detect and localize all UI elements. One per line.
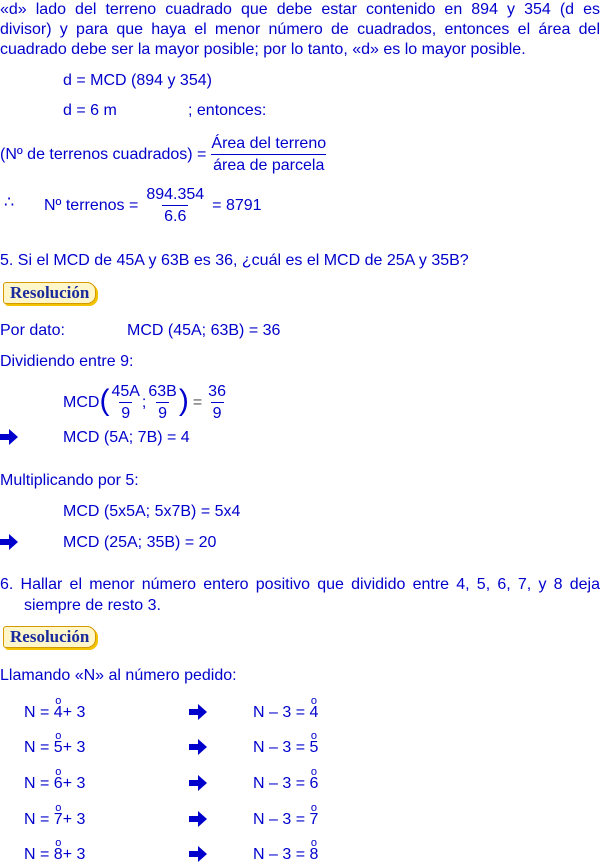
area-numerator: Área del terreno bbox=[211, 135, 327, 152]
open-paren-icon: ( bbox=[99, 383, 110, 417]
fraction-36 bbox=[206, 382, 228, 423]
count-formula bbox=[0, 134, 328, 175]
fraction-63b-num: 63B bbox=[148, 383, 177, 400]
row-right-5 bbox=[253, 837, 319, 865]
row-left-divisor-value: 4 bbox=[53, 704, 63, 721]
row-right-2 bbox=[253, 730, 319, 758]
right-arrow-icon bbox=[189, 739, 207, 755]
dot-mark: o bbox=[310, 695, 317, 707]
row-left-divisor bbox=[53, 766, 63, 794]
right-arrow-icon bbox=[189, 811, 207, 827]
result-1: MCD (5A; 7B) = 4 bbox=[63, 429, 190, 446]
terrenos-formula bbox=[44, 185, 262, 226]
row-left-divisor-value: 8 bbox=[53, 846, 63, 863]
right-arrow-icon bbox=[189, 775, 207, 791]
dot-mark: o bbox=[55, 802, 62, 814]
row-right-pre: N – 3 = bbox=[253, 846, 306, 863]
row-left-5 bbox=[24, 837, 86, 865]
terrenos-denominator: 6.6 bbox=[162, 205, 188, 226]
d-value: d = 6 m bbox=[63, 102, 117, 119]
intro-line-3: cuadrado debe ser la mayor posible; por lo tanto, «d» es lo mayor posible. bbox=[0, 41, 526, 58]
right-arrow-icon bbox=[0, 534, 18, 550]
row-left-divisor-value: 6 bbox=[53, 775, 63, 792]
row-right-divisor-value: 7 bbox=[309, 811, 319, 828]
terrenos-label: Nº terrenos = bbox=[44, 196, 139, 214]
row-right-divisor bbox=[309, 802, 319, 830]
row-left-pre: N = bbox=[24, 739, 50, 756]
fraction-63b-den: 9 bbox=[156, 402, 169, 423]
dot-mark: o bbox=[310, 766, 317, 778]
row-left-pre: N = bbox=[24, 704, 50, 721]
area-fraction bbox=[209, 134, 328, 175]
row-right-1 bbox=[253, 695, 319, 723]
row-left-4 bbox=[24, 802, 86, 830]
row-left-divisor bbox=[53, 837, 63, 865]
dot-mark: o bbox=[310, 802, 317, 814]
fraction-45a-num: 45A bbox=[111, 383, 140, 400]
terrenos-numerator: 894.354 bbox=[146, 186, 205, 203]
problem-5-statement: 5. Si el MCD de 45A y 63B es 36, ¿cuál es el MCD de 25A y 35B? bbox=[0, 252, 469, 269]
separator: ; bbox=[141, 393, 147, 411]
dot-mark: o bbox=[55, 837, 62, 849]
row-left-post: + 3 bbox=[62, 846, 86, 863]
dot-mark: o bbox=[55, 695, 62, 707]
right-arrow-icon bbox=[189, 846, 207, 862]
then-text: ; entonces: bbox=[188, 102, 267, 119]
row-right-divisor-value: 8 bbox=[309, 846, 319, 863]
row-left-1 bbox=[24, 695, 86, 723]
row-left-pre: N = bbox=[24, 846, 50, 863]
row-left-divisor-value: 7 bbox=[53, 811, 63, 828]
fraction-36-num: 36 bbox=[208, 383, 226, 400]
problem-6-statement-1: 6. Hallar el menor número entero positivo que dividido entre 4, 5, 6, 7, y 8 deja bbox=[0, 576, 600, 593]
mcd-label: MCD bbox=[63, 393, 100, 411]
row-right-3 bbox=[253, 766, 319, 794]
row-right-divisor bbox=[309, 766, 319, 794]
row-right-pre: N – 3 = bbox=[253, 811, 306, 828]
area-denominator: área de parcela bbox=[211, 154, 326, 175]
row-right-divisor bbox=[309, 837, 319, 865]
fraction-45a bbox=[109, 382, 141, 423]
row-right-pre: N – 3 = bbox=[253, 704, 306, 721]
fraction-36-den: 9 bbox=[211, 402, 224, 423]
terrenos-fraction bbox=[144, 185, 206, 226]
row-right-divisor-value: 4 bbox=[309, 704, 319, 721]
row-right-divisor bbox=[309, 730, 319, 758]
fraction-45a-den: 9 bbox=[119, 402, 132, 423]
dot-mark: o bbox=[55, 730, 62, 742]
count-lhs: (Nº de terrenos cuadrados) = bbox=[0, 145, 207, 163]
dato-equation: MCD (45A; 63B) = 36 bbox=[127, 322, 281, 339]
row-left-pre: N = bbox=[24, 811, 50, 828]
dot-mark: o bbox=[55, 766, 62, 778]
result-2: MCD (25A; 35B) = 20 bbox=[63, 534, 217, 551]
intro-line-1: «d» lado del terreno cuadrado que debe estar contenido en 894 y 354 (d es bbox=[0, 1, 600, 18]
row-left-divisor-value: 5 bbox=[53, 739, 63, 756]
terrenos-result: = 8791 bbox=[212, 196, 262, 214]
row-right-pre: N – 3 = bbox=[253, 739, 306, 756]
intro-line-2: divisor) y para que haya el menor número de cuadrados, entonces el área del bbox=[0, 21, 600, 38]
d-equation: d = MCD (894 y 354) bbox=[63, 72, 212, 89]
call-label: Llamando «N» al número pedido: bbox=[0, 667, 237, 684]
therefore-symbol: ∴ bbox=[4, 194, 15, 211]
dot-mark: o bbox=[310, 730, 317, 742]
multiply-label: Multiplicando por 5: bbox=[0, 472, 139, 489]
row-right-divisor bbox=[309, 695, 319, 723]
resolucion-badge-6: Resolución bbox=[3, 626, 96, 648]
row-left-pre: N = bbox=[24, 775, 50, 792]
row-left-post: + 3 bbox=[62, 811, 86, 828]
resolucion-badge-5: Resolución bbox=[3, 282, 96, 304]
row-right-pre: N – 3 = bbox=[253, 775, 306, 792]
right-arrow-icon bbox=[189, 704, 207, 720]
multiply-equation: MCD (5x5A; 5x7B) = 5x4 bbox=[63, 503, 241, 520]
row-left-divisor bbox=[53, 695, 63, 723]
row-left-3 bbox=[24, 766, 86, 794]
dot-mark: o bbox=[310, 837, 317, 849]
row-left-divisor bbox=[53, 802, 63, 830]
equals-sign: = bbox=[192, 393, 203, 411]
row-left-post: + 3 bbox=[62, 739, 86, 756]
close-paren-icon: ) bbox=[178, 383, 189, 417]
row-right-divisor-value: 5 bbox=[309, 739, 319, 756]
row-right-4 bbox=[253, 802, 319, 830]
mcd-fraction-expression bbox=[63, 382, 228, 423]
row-right-divisor-value: 6 bbox=[309, 775, 319, 792]
problem-6-statement-2: siempre de resto 3. bbox=[24, 597, 161, 614]
row-left-post: + 3 bbox=[62, 704, 86, 721]
row-left-divisor bbox=[53, 730, 63, 758]
dividing-label: Dividiendo entre 9: bbox=[0, 353, 134, 370]
dato-label: Por dato: bbox=[0, 322, 65, 339]
fraction-63b bbox=[146, 382, 178, 423]
row-left-2 bbox=[24, 730, 86, 758]
row-left-post: + 3 bbox=[62, 775, 86, 792]
right-arrow-icon bbox=[0, 429, 18, 445]
